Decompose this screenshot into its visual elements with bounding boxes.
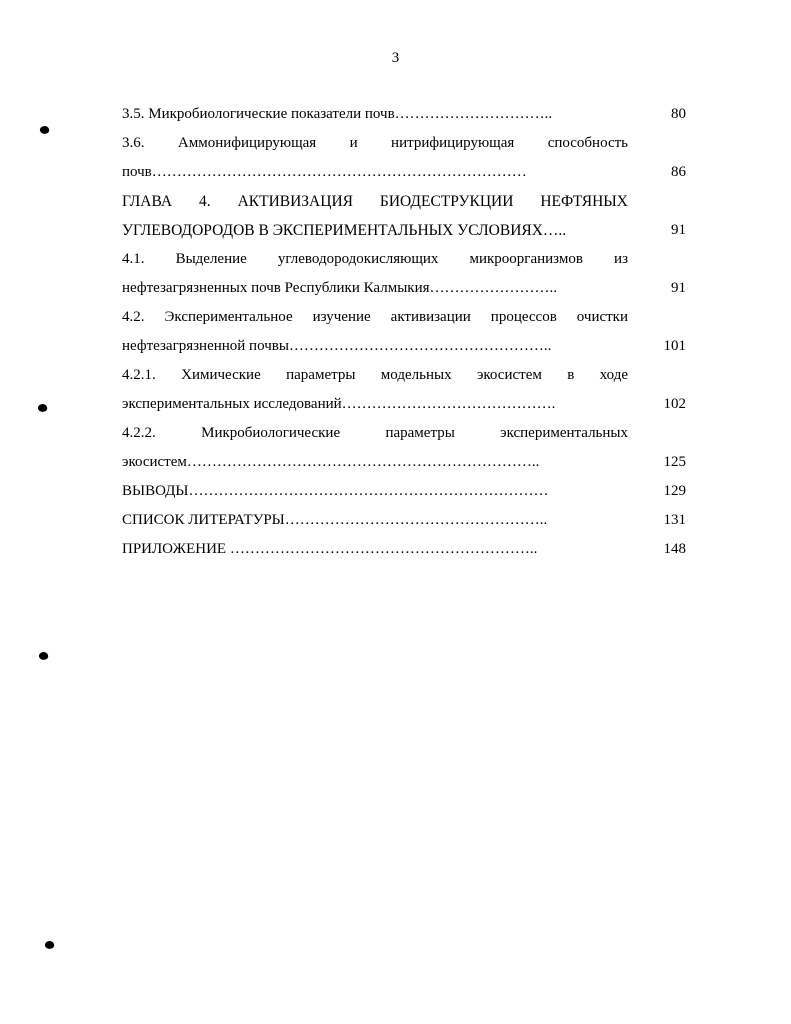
page-number: 3 xyxy=(391,50,400,66)
toc-entry-title: ВЫВОДЫ……………………………………………………………… xyxy=(122,483,549,499)
toc-entry-title-continued: нефтезагрязненной почвы…………………………………………….. xyxy=(122,338,552,354)
toc-entry-page: 148 xyxy=(663,541,686,557)
toc-entry-appendix xyxy=(122,535,686,564)
toc-entry-title: СПИСОК ЛИТЕРАТУРЫ…………………………………………….. xyxy=(122,512,548,528)
toc-chapter-title: ГЛАВА 4. АКТИВИЗАЦИЯ БИОДЕСТРУКЦИИ НЕФТЯНЫХ xyxy=(122,193,628,210)
toc-entry-3-6-line2 xyxy=(122,158,686,187)
toc-entry-page: 101 xyxy=(663,338,686,354)
toc-entry-4-2-1-line1 xyxy=(122,361,686,390)
toc-entry-4-2-2-line1 xyxy=(122,419,686,448)
scan-speck xyxy=(37,403,48,414)
scan-speck xyxy=(44,940,55,951)
toc-entry-title-continued: нефтезагрязненных почв Республики Калмыкия…………………….. xyxy=(122,280,557,296)
toc-entry-page: 129 xyxy=(663,483,686,499)
toc-entry-4-2-2-line2 xyxy=(122,448,686,477)
toc-entry-title: 3.6. Аммонифицирующая и нитрифицирующая способность xyxy=(122,135,628,151)
toc-entry-title: ПРИЛОЖЕНИЕ …………………………………………………….. xyxy=(122,541,538,557)
toc-entry-title: 4.2. Экспериментальное изучение активизации процессов очистки xyxy=(122,309,628,325)
toc-entry-3-5 xyxy=(122,100,686,129)
toc-entry-page: 91 xyxy=(671,280,686,296)
toc-entry-4-1-line2 xyxy=(122,274,686,303)
toc-chapter-title-continued: УГЛЕВОДОРОДОВ В ЭКСПЕРИМЕНТАЛЬНЫХ УСЛОВИЯХ….. xyxy=(122,222,567,239)
toc-entry-title-continued: экспериментальных исследований……………………………………. xyxy=(122,396,556,412)
toc-entry-title: 4.2.1. Химические параметры модельных экосистем в ходе xyxy=(122,367,628,383)
toc-chapter-4-line1 xyxy=(122,187,686,216)
toc-entry-page: 125 xyxy=(663,454,686,470)
toc-entry-conclusions xyxy=(122,477,686,506)
toc-entry-title: 4.2.2. Микробиологические параметры экспериментальных xyxy=(122,425,628,441)
toc-entry-title-continued: экосистем…………………………………………………………….. xyxy=(122,454,540,470)
table-of-contents xyxy=(122,100,686,564)
scan-speck xyxy=(39,125,50,136)
toc-entry-3-6-line1 xyxy=(122,129,686,158)
toc-chapter-4-line2 xyxy=(122,216,686,245)
toc-entry-4-2-line2 xyxy=(122,332,686,361)
toc-entry-page: 86 xyxy=(671,164,686,180)
toc-entry-title-continued: почв………………………………………………………………… xyxy=(122,164,527,180)
toc-entry-title: 3.5. Микробиологические показатели почв………………………….. xyxy=(122,106,553,122)
toc-entry-page: 102 xyxy=(663,396,686,412)
toc-entry-4-2-1-line2 xyxy=(122,390,686,419)
toc-entry-page: 80 xyxy=(671,106,686,122)
toc-entry-4-2-line1 xyxy=(122,303,686,332)
scan-speck xyxy=(38,651,49,662)
toc-entry-title: 4.1. Выделение углеводородокисляющих микроорганизмов из xyxy=(122,251,628,267)
toc-entry-page: 131 xyxy=(663,512,686,528)
toc-entry-4-1-line1 xyxy=(122,245,686,274)
toc-entry-page: 91 xyxy=(671,222,686,238)
toc-entry-references xyxy=(122,506,686,535)
